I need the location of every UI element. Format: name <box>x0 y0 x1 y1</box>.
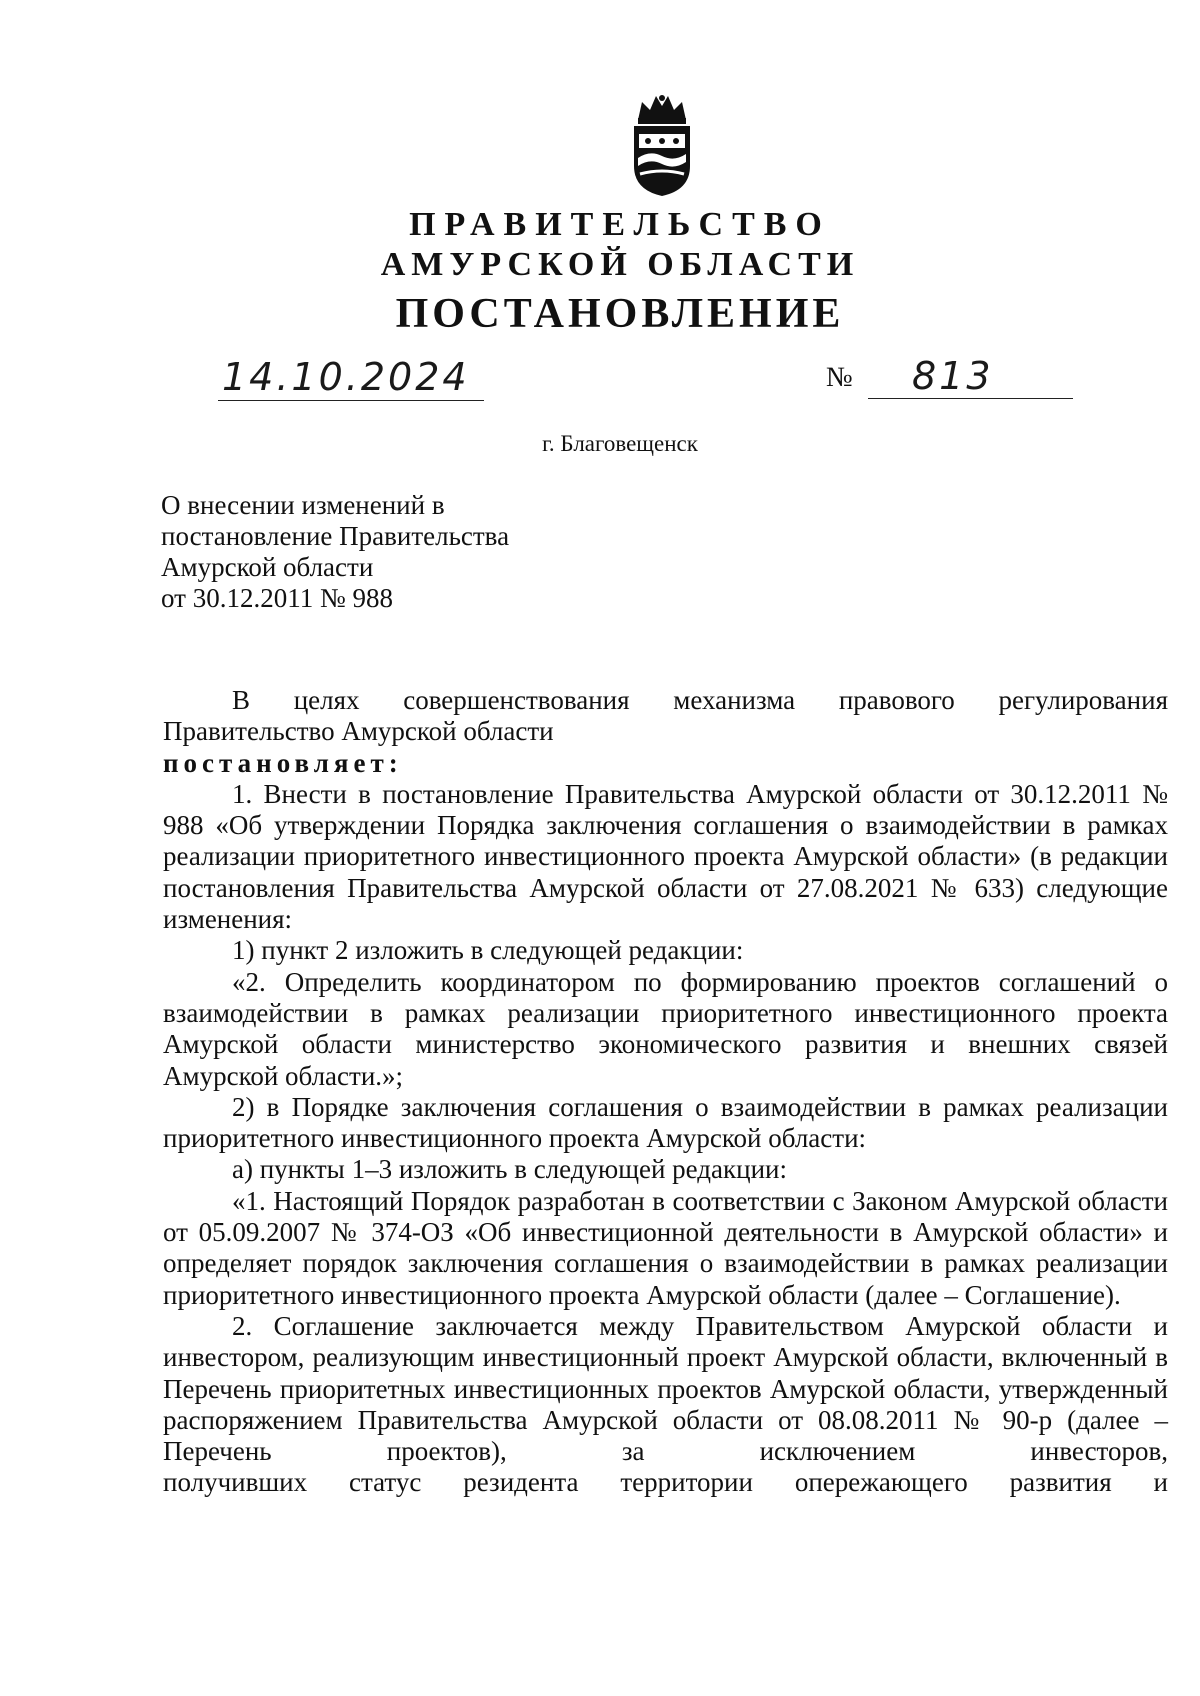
subject-line: постановление Правительства <box>161 521 510 551</box>
subject-line: от 30.12.2011 № 988 <box>161 583 393 613</box>
paragraph: «2. Определить координатором по формированию проектов соглашений о взаимодействии в рамках реализации приоритетного инвестиционного проекта Амурской области министерство экономического развития и внешних связей Амурской области.»; <box>163 966 1168 1091</box>
number-sign: № <box>826 362 853 393</box>
org-name-line1: ПРАВИТЕЛЬСТВО <box>409 206 831 243</box>
paragraph: 2. Соглашение заключается между Правительством Амурской области и инвестором, реализующим инвестиционный проект Амурской области, включенный в Перечень приоритетных инвестиционных проектов Амурской области, утвержденный распоряжением Правительства Амурской области от 08.08.2011 № 90-р (далее – Перечень проектов), за исключением инвесторов, <box>163 1310 1168 1467</box>
subject-line: О внесении изменений в <box>161 490 445 520</box>
document-number: 813 <box>912 354 994 398</box>
decree-word: постановляет: <box>163 747 403 778</box>
coat-of-arms-icon <box>628 92 696 198</box>
city: г. Благовещенск <box>542 431 698 456</box>
preamble-line: В целях совершенствования механизма правового регулирования <box>232 685 1168 715</box>
paragraph: а) пункты 1–3 изложить в следующей редакции: <box>232 1154 787 1185</box>
paragraph: 1. Внести в постановление Правительства Амурской области от 30.12.2011 № 988 «Об утверждении Порядка заключения соглашения о взаимодействии в рамках реализации приоритетного инвестиционного проекта Амурской области» (в редакции постановления Правительства Амурской области от 27.08.2021 № 633) следующие изменения: <box>163 778 1168 935</box>
document-body <box>163 685 1168 1499</box>
paragraph: 1) пункт 2 изложить в следующей редакции: <box>232 935 744 966</box>
document-subject <box>161 490 509 614</box>
number-underline <box>868 398 1073 399</box>
paragraph: 2) в Порядке заключения соглашения о взаимодействии в рамках реализации приоритетного инвестиционного проекта Амурской области: <box>163 1091 1168 1154</box>
preamble-line: Правительство Амурской области <box>163 716 554 747</box>
document-type: ПОСТАНОВЛЕНИЕ <box>395 291 845 337</box>
document-date: 14.10.2024 <box>222 355 470 399</box>
subject-line: Амурской области <box>161 552 374 582</box>
paragraph: «1. Настоящий Порядок разработан в соответствии с Законом Амурской области от 05.09.2007 № 374-ОЗ «Об инвестиционной деятельности в Амурской области» и определяет порядок заключения соглашения о взаимодействии в рамках реализации приоритетного инвестиционного проекта Амурской области (далее – Соглашение). <box>163 1185 1168 1310</box>
date-underline <box>218 400 484 401</box>
org-name-line2: АМУРСКОЙ ОБЛАСТИ <box>380 246 860 283</box>
paragraph-continuation: получивших статус резидента территории опережающего развития и <box>163 1467 1168 1498</box>
